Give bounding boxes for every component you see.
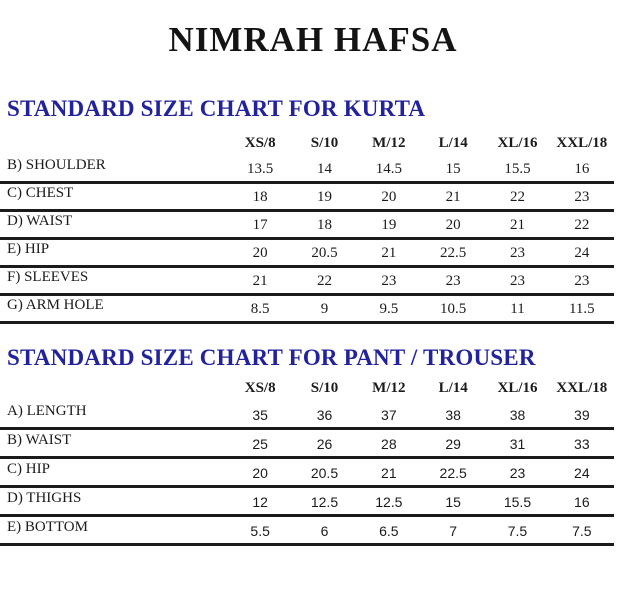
table-row (0, 184, 614, 212)
empty-corner-cell (0, 394, 228, 401)
size-column-header: XL/16 (497, 135, 538, 151)
size-value: 20.5 (310, 465, 339, 481)
measurement-label: C) CHEST (7, 185, 74, 201)
measurement-label: E) BOTTOM (7, 519, 88, 535)
size-chart-document (0, 20, 626, 610)
measurement-label: B) SHOULDER (7, 157, 106, 173)
size-value: 19 (381, 217, 397, 233)
table-row (0, 459, 614, 488)
size-value: 22.5 (439, 465, 467, 481)
pant-section (0, 345, 626, 546)
size-value: 21 (445, 189, 461, 205)
size-value: 25 (252, 436, 268, 452)
size-value: 5.5 (250, 523, 270, 539)
size-value: 24 (574, 465, 590, 481)
size-value: 21 (252, 273, 268, 289)
table-row (0, 430, 614, 459)
size-value: 36 (316, 407, 333, 423)
size-value: 39 (574, 407, 590, 423)
size-value: 21 (381, 245, 397, 261)
size-value: 9.5 (379, 301, 399, 317)
size-column-header: M/12 (372, 380, 406, 396)
size-value: 38 (509, 407, 526, 423)
size-column-header: S/10 (310, 380, 339, 396)
table-row (0, 488, 614, 517)
size-value: 35 (252, 407, 268, 423)
size-value: 16 (574, 494, 590, 510)
size-value: 20 (381, 189, 397, 205)
size-value: 7 (449, 523, 458, 539)
size-value: 14.5 (375, 161, 402, 177)
size-value: 9 (320, 301, 329, 317)
size-value: 15 (445, 494, 461, 510)
measurement-label: E) HIP (7, 241, 50, 257)
size-value: 12.5 (310, 494, 339, 510)
size-column-header: L/14 (438, 380, 468, 396)
measurement-label: D) THIGHS (7, 490, 82, 506)
size-value: 23 (445, 273, 461, 289)
size-value: 20 (445, 217, 461, 233)
pant-section-heading: STANDARD SIZE CHART FOR PANT / TROUSER (7, 345, 536, 370)
measurement-label: G) ARM HOLE (7, 297, 104, 313)
size-value: 12 (252, 494, 268, 510)
table-row (0, 401, 614, 430)
empty-corner-cell (0, 149, 228, 156)
size-value: 11 (510, 301, 525, 317)
measurement-label: C) HIP (7, 461, 50, 477)
size-value: 15.5 (503, 494, 532, 510)
size-value: 20.5 (311, 245, 338, 261)
measurement-label: D) WAIST (7, 213, 73, 229)
size-value: 22.5 (440, 245, 467, 261)
size-value: 23 (509, 273, 525, 289)
size-value: 26 (316, 436, 333, 452)
size-value: 23 (574, 189, 590, 205)
size-value: 29 (445, 436, 461, 452)
size-column-header: XXL/18 (556, 135, 608, 151)
size-value: 21 (381, 465, 397, 481)
measurement-label: A) LENGTH (7, 403, 87, 419)
kurta-section-heading: STANDARD SIZE CHART FOR KURTA (7, 96, 426, 121)
measurement-label: B) WAIST (7, 432, 72, 448)
table-row (0, 296, 614, 324)
pant-size-table (0, 377, 614, 546)
size-value: 17 (252, 217, 268, 233)
size-value: 8.5 (250, 301, 270, 317)
size-value: 24 (574, 245, 590, 261)
size-value: 22 (316, 273, 332, 289)
kurta-header-row (0, 132, 614, 156)
size-column-header: M/12 (372, 135, 406, 151)
size-value: 22 (509, 189, 525, 205)
size-value: 18 (316, 217, 332, 233)
table-row (0, 240, 614, 268)
table-row (0, 517, 614, 546)
size-value: 18 (252, 189, 268, 205)
size-value: 22 (574, 217, 590, 233)
size-value: 38 (445, 407, 461, 423)
size-column-header: XS/8 (244, 135, 276, 151)
size-column-header: XXL/18 (556, 380, 608, 396)
size-value: 23 (509, 245, 525, 261)
size-column-header: XL/16 (497, 380, 538, 396)
size-value: 14 (316, 161, 332, 177)
table-row (0, 212, 614, 240)
size-value: 23 (574, 273, 590, 289)
size-value: 11.5 (568, 301, 595, 317)
table-row (0, 156, 614, 184)
size-value: 23 (381, 273, 397, 289)
size-value: 13.5 (247, 161, 274, 177)
size-value: 10.5 (440, 301, 467, 317)
kurta-section (0, 96, 626, 324)
size-value: 28 (381, 436, 397, 452)
pant-header-row (0, 377, 614, 401)
measurement-label: F) SLEEVES (7, 269, 89, 285)
size-value: 15 (445, 161, 461, 177)
size-value: 20 (252, 465, 268, 481)
size-value: 31 (509, 436, 526, 452)
size-value: 12.5 (375, 494, 403, 510)
size-value: 16 (574, 161, 590, 177)
size-column-header: XS/8 (244, 380, 276, 396)
size-value: 19 (316, 189, 332, 205)
size-value: 21 (509, 217, 525, 233)
size-value: 15.5 (504, 161, 531, 177)
size-value: 20 (252, 245, 268, 261)
kurta-size-table (0, 132, 614, 324)
size-value: 6.5 (379, 523, 399, 539)
size-column-header: S/10 (310, 135, 339, 151)
size-value: 7.5 (572, 523, 592, 539)
size-value: 6 (320, 523, 329, 539)
size-column-header: L/14 (438, 135, 468, 151)
size-value: 7.5 (507, 523, 528, 539)
size-value: 33 (574, 436, 590, 452)
brand-title: NIMRAH HAFSA (168, 20, 458, 59)
size-value: 37 (381, 407, 397, 423)
size-value: 23 (509, 465, 526, 481)
table-row (0, 268, 614, 296)
